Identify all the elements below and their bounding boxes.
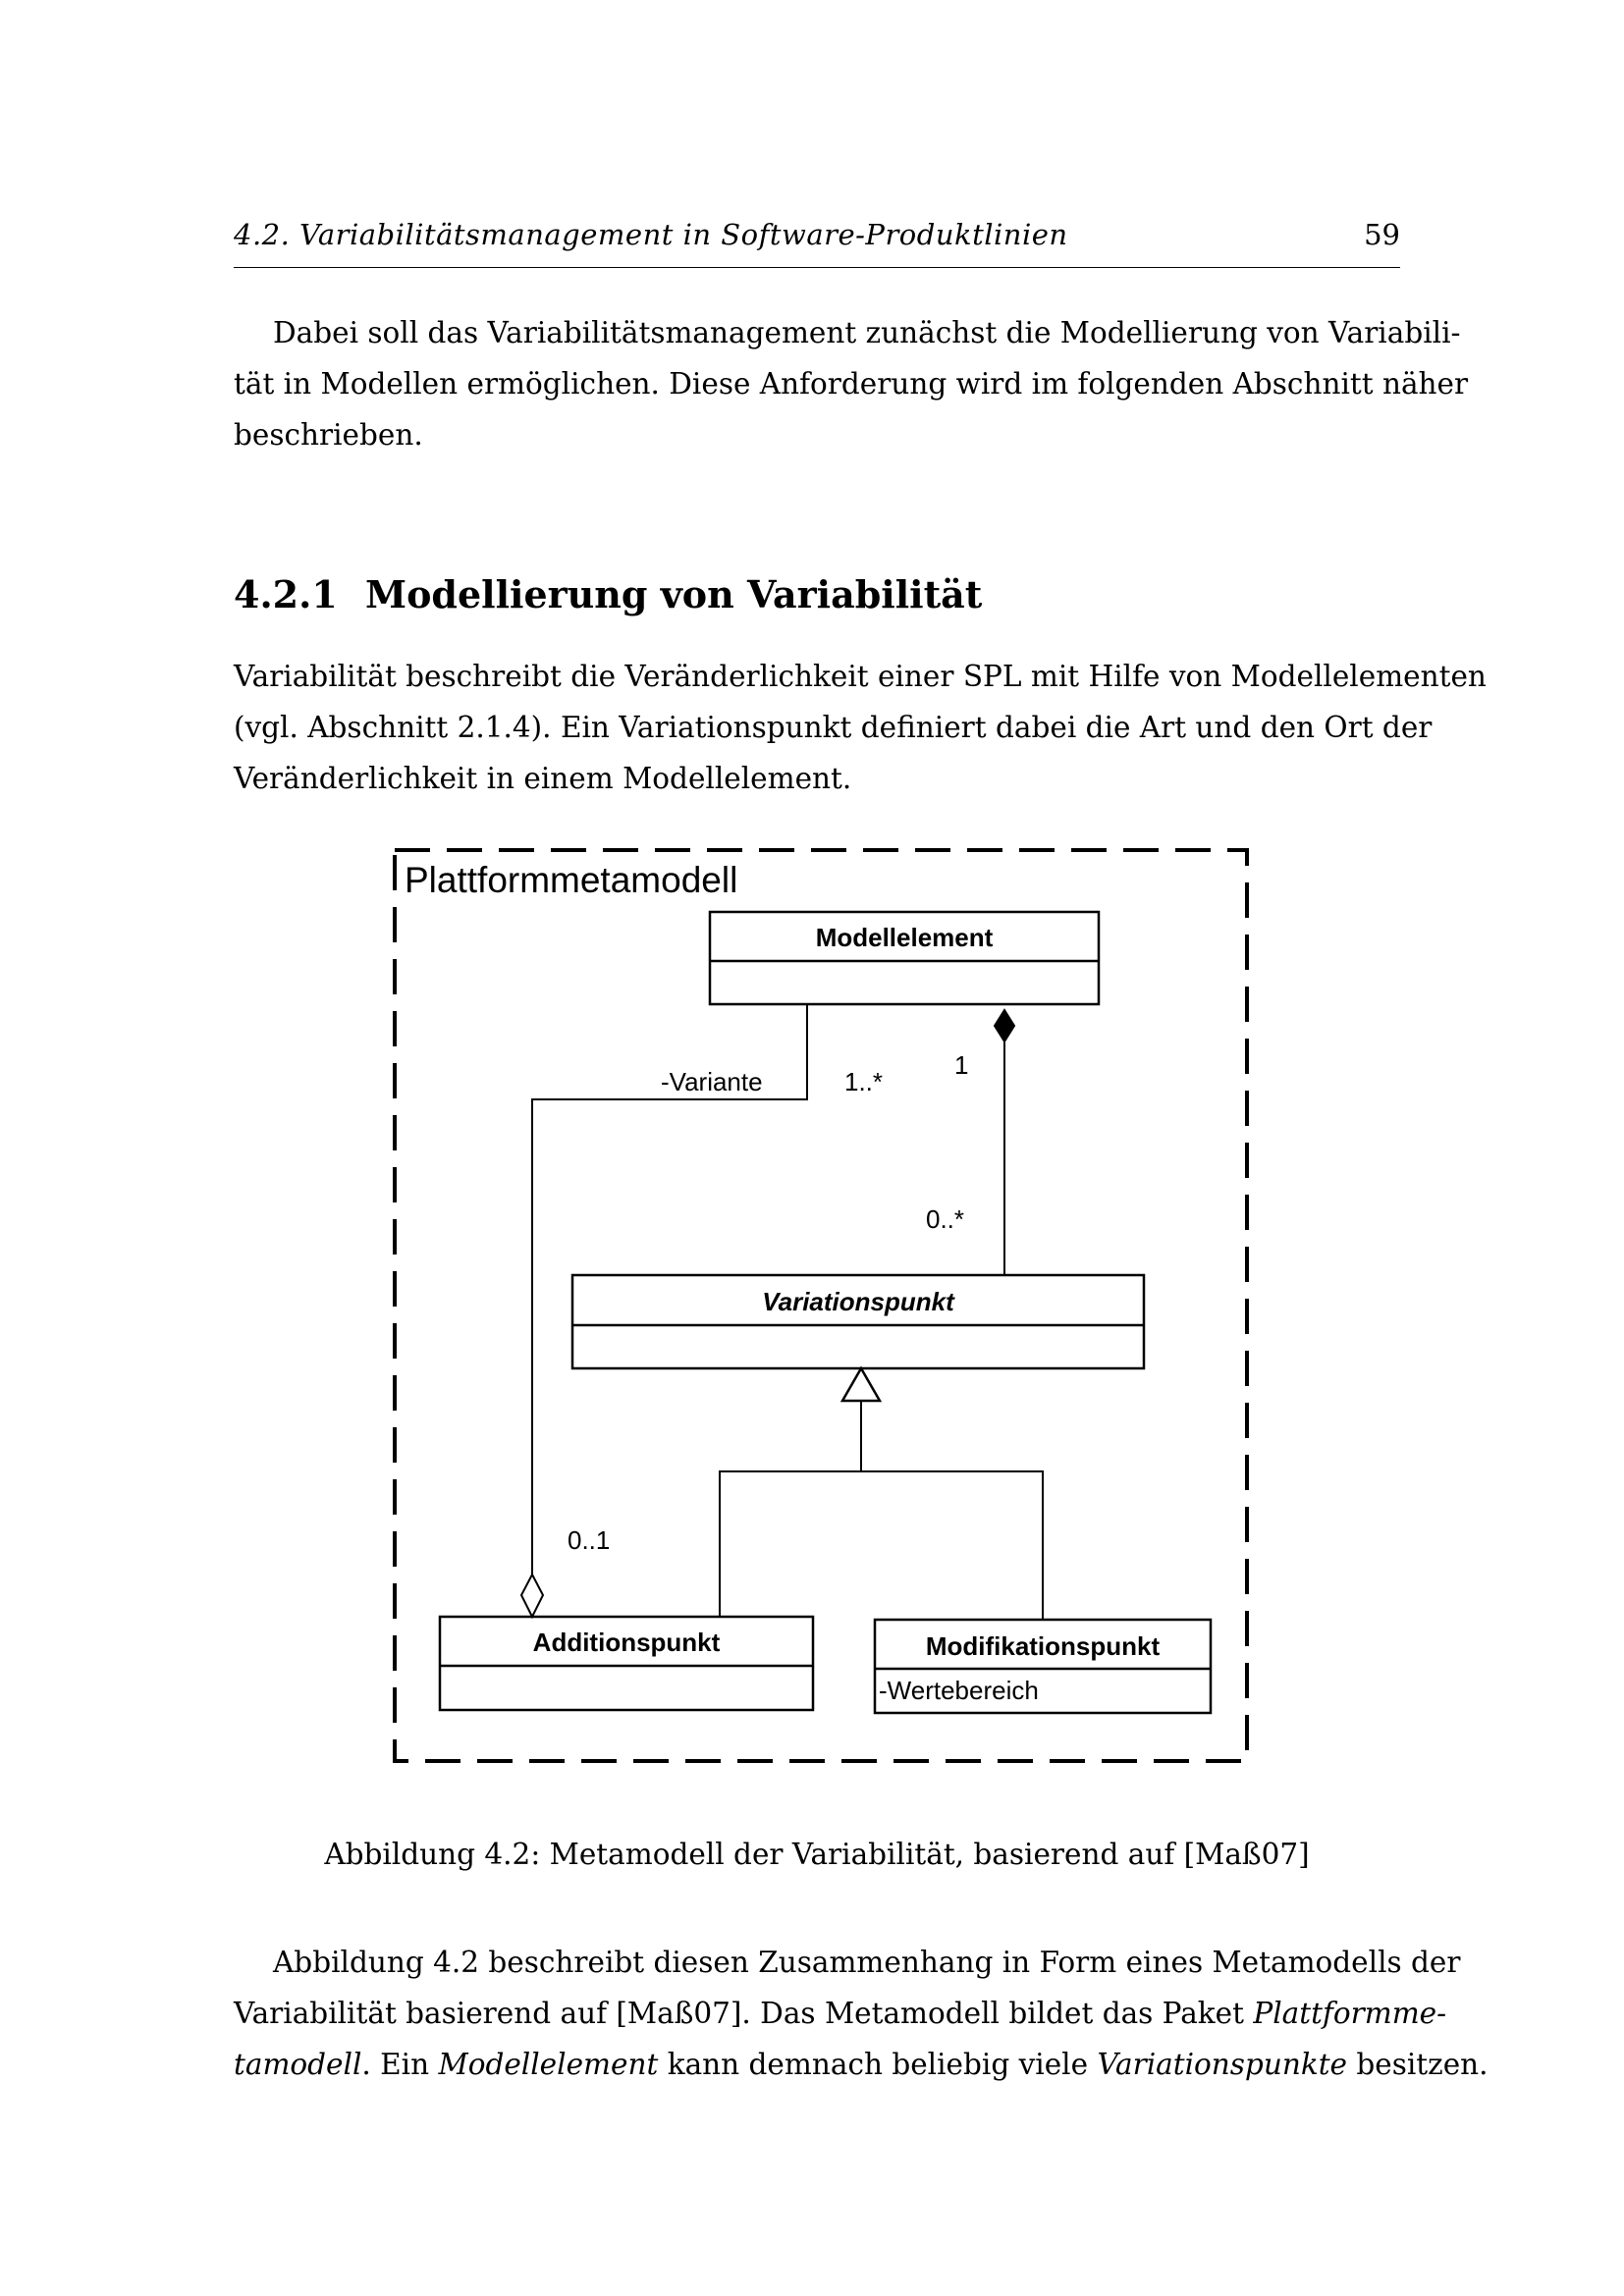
modifikationspunkt-name: Modifikationspunkt xyxy=(925,1631,1161,1661)
intro-line-3: beschrieben. xyxy=(234,418,423,452)
class-modifikationspunkt xyxy=(875,1620,1211,1713)
modifikationspunkt-attribute: -Wertebereich xyxy=(879,1676,1039,1705)
uml-figure xyxy=(389,845,1253,1768)
page-number: 59 xyxy=(1364,218,1400,251)
additionspunkt-name: Additionspunkt xyxy=(532,1628,721,1657)
generalization-branches xyxy=(720,1471,1043,1620)
uml-diagram xyxy=(389,845,1253,1768)
closing-line-3-italic-1: tamodell xyxy=(234,2048,362,2081)
aggregation-diamond xyxy=(521,1575,543,1617)
closing-line-2 xyxy=(234,1988,1447,2039)
closing-paragraph xyxy=(234,1937,1489,2090)
class-variationspunkt xyxy=(572,1275,1144,1368)
class-additionspunkt xyxy=(440,1617,813,1710)
closing-line-3-italic-2: Modellelement xyxy=(438,2048,659,2081)
composition-diamond xyxy=(995,1010,1014,1041)
composition-mult-bottom: 0..* xyxy=(926,1204,965,1234)
composition-mult-top: 1 xyxy=(954,1050,969,1080)
figure-caption: Abbildung 4.2: Metamodell der Variabilität, basierend auf [Maß07] xyxy=(324,1838,1310,1871)
modellelement-name: Modellelement xyxy=(815,923,994,952)
variationspunkt-name: Variationspunkt xyxy=(762,1287,954,1316)
class-modellelement xyxy=(710,912,1099,1004)
closing-line-3-text-2: kann demnach beliebig viele xyxy=(658,2048,1098,2081)
aggregation-mult: 0..1 xyxy=(568,1525,611,1555)
section-line-2: (vgl. Abschnitt 2.1.4). Ein Variationspunkt definiert dabei die Art und den Ort der xyxy=(234,711,1433,744)
closing-line-3-text-1: . Ein xyxy=(361,2048,439,2081)
section-paragraph xyxy=(234,651,1487,804)
intro-paragraph xyxy=(234,307,1469,460)
section-heading xyxy=(234,572,982,616)
closing-line-3-text-3: besitzen. xyxy=(1347,2048,1489,2081)
variante-role: -Variante xyxy=(661,1067,763,1096)
running-header-title: 4.2. Variabilitätsmanagement in Software-Produktlinien xyxy=(234,218,1068,251)
section-line-1: Variabilität beschreibt die Veränderlichkeit einer SPL mit Hilfe von Modellelementen xyxy=(234,660,1487,693)
closing-line-1: Abbildung 4.2 beschreibt diesen Zusammenhang in Form eines Metamodells der xyxy=(273,1946,1461,1979)
section-number: 4.2.1 xyxy=(234,572,338,616)
running-header xyxy=(234,218,1400,268)
intro-line-2: tät in Modellen ermöglichen. Diese Anforderung wird im folgenden Abschnitt näher xyxy=(234,367,1469,400)
closing-line-2-text: Variabilität basierend auf [Maß07]. Das Metamodell bildet das Paket xyxy=(234,1997,1254,2030)
package-name: Plattformmetamodell xyxy=(405,860,738,900)
variante-mult: 1..* xyxy=(844,1067,884,1096)
section-line-3: Veränderlichkeit in einem Modellelement. xyxy=(234,762,852,795)
generalization-triangle xyxy=(842,1368,880,1401)
closing-line-2-italic: Plattformme- xyxy=(1253,1997,1447,2030)
closing-line-3-italic-3: Variationspunkte xyxy=(1097,2048,1348,2081)
closing-line-3 xyxy=(234,2039,1489,2090)
section-title: Modellierung von Variabilität xyxy=(365,572,983,616)
intro-line-1: Dabei soll das Variabilitätsmanagement zunächst die Modellierung von Variabili- xyxy=(273,316,1461,349)
